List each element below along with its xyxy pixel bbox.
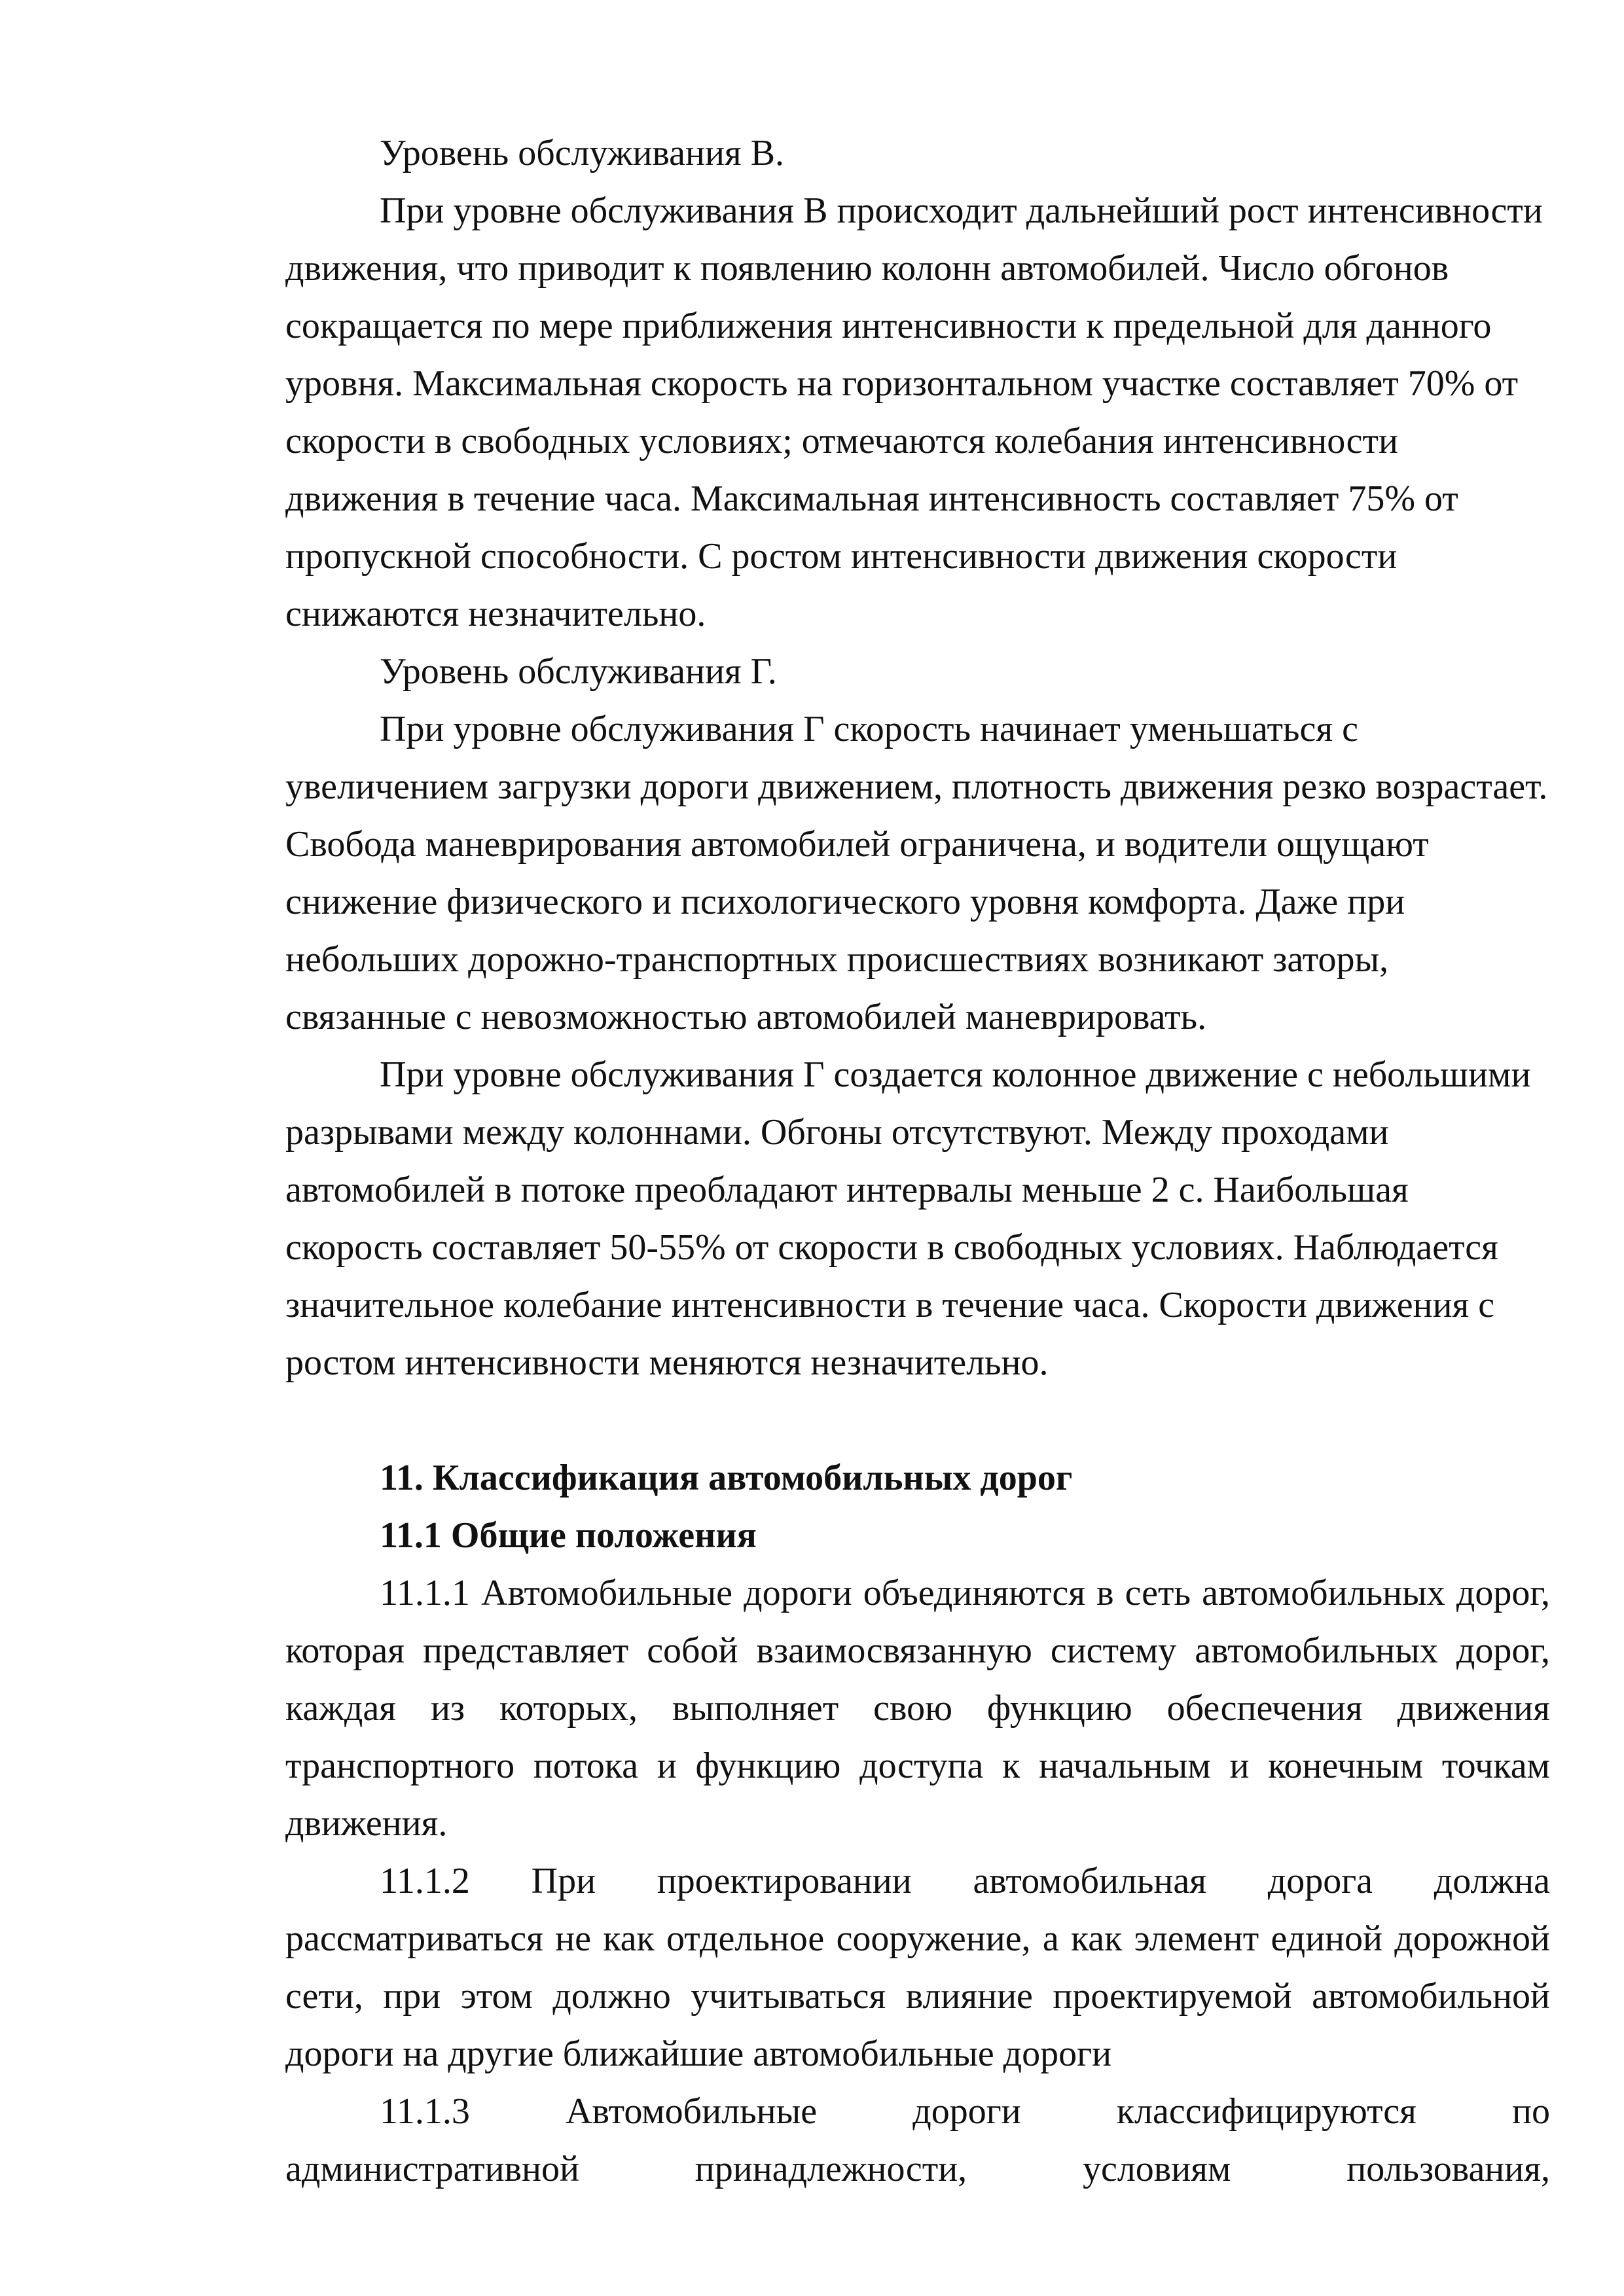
level-g-paragraph-2: При уровне обслуживания Г создается колонное движение с небольшими разрывами между колоннами. Обгоны отсутствуют. Между проходами автомобилей в потоке преобладают интервалы меньше 2 с. Наибольшая скорость составляет 50-55% от скорости в свободных условиях. Наблюдается значительное колебание интенсивности в течение часа. Скорости движения с ростом интенсивности меняются незначительно. bbox=[285, 1054, 1531, 1383]
document-page bbox=[285, 124, 1550, 2198]
clause-11-1-1: 11.1.1 Автомобильные дороги объединяются в сеть автомобильных дорог, которая представляет собой взаимосвязанную систему автомобильных дорог, каждая из которых, выполняет свою функцию обеспечения движения транспортного потока и функцию доступа к начальным и конечным точкам движения. bbox=[285, 1573, 1550, 1844]
level-b-paragraph: При уровне обслуживания В происходит дальнейший рост интенсивности движения, что приводит к появлению колонн автомобилей. Число обгонов сокращается по мере приближения интенсивности к предельной для данного уровня. Максимальная скорость на горизонтальном участке составляет 70% от скорости в свободных условиях; отмечаются колебания интенсивности движения в течение часа. Максимальная интенсивность составляет 75% от пропускной способности. С ростом интенсивности движения скорости снижаются незначительно. bbox=[285, 190, 1543, 634]
clause-11-1-2: 11.1.2 При проектировании автомобильная дорога должна рассматриваться не как отдельное сооружение, а как элемент единой дорожной сети, при этом должно учитываться влияние проектируемой автомобильной дороги на другие ближайшие автомобильные дороги bbox=[285, 1861, 1550, 2074]
clause-11-1-3 bbox=[285, 2083, 1550, 2198]
section-heading: 11. Классификация автомобильных дорог bbox=[380, 1458, 1073, 1498]
clause-11-1-3-line-2: административной принадлежности, условиям пользования, bbox=[285, 2149, 1550, 2189]
clause-11-1-3-line-1: 11.1.3 Автомобильные дороги классифицируются по bbox=[380, 2091, 1550, 2132]
level-g-paragraph-1: При уровне обслуживания Г скорость начинает уменьшаться с увеличением загрузки дороги движением, плотность движения резко возрастает. Свобода маневрирования автомобилей ограничена, и водители ощущают снижение физического и психологического уровня комфорта. Даже при небольших дорожно-транспортных происшествиях возникают заторы, связанные с невозможностью автомобилей маневрировать. bbox=[285, 709, 1548, 1037]
level-g-title: Уровень обслуживания Г. bbox=[380, 651, 777, 692]
section-spacer bbox=[285, 1391, 1550, 1449]
section-subheading: 11.1 Общие положения bbox=[380, 1515, 757, 1556]
level-b-title: Уровень обслуживания В. bbox=[380, 133, 785, 173]
